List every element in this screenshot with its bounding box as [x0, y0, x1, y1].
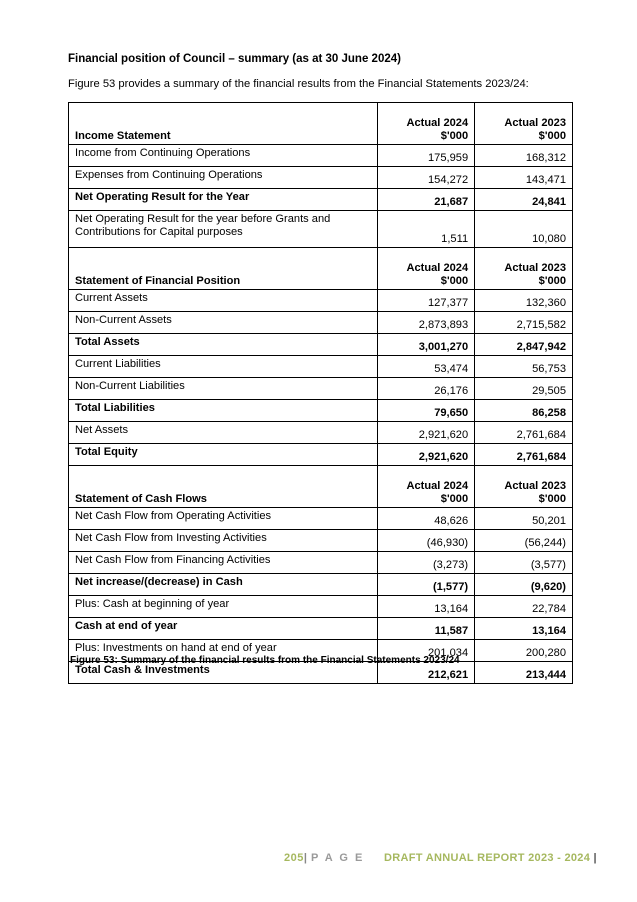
figure-caption: Figure 53: Summary of the financial results from the Financial Statements 2023/24: [70, 655, 460, 666]
value-2023: 10,080: [475, 211, 573, 248]
section-header-row: [69, 248, 573, 290]
value-2023: 29,505: [475, 378, 573, 400]
section-title: Statement of Financial Position: [69, 248, 378, 290]
table-row: [69, 508, 573, 530]
value-2023: 22,784: [475, 596, 573, 618]
section-heading: Financial position of Council – summary (as at 30 June 2024): [68, 53, 401, 65]
value-2024: 11,587: [378, 618, 475, 640]
row-label: Total Cash & Investments: [69, 662, 378, 684]
column-header-2024: [378, 466, 475, 508]
table-row: [69, 530, 573, 552]
row-label: Current Assets: [69, 290, 378, 312]
value-2023: 56,753: [475, 356, 573, 378]
value-2023: 132,360: [475, 290, 573, 312]
value-2023: 2,847,942: [475, 334, 573, 356]
column-header-unit: $'000: [440, 493, 469, 505]
column-header-unit: $'000: [538, 275, 566, 287]
page-separator: |: [303, 852, 308, 864]
value-2024: 79,650: [378, 400, 475, 422]
column-header-unit: $'000: [440, 275, 469, 287]
page-indicator: [284, 852, 364, 864]
page-word: P A G E: [311, 852, 365, 864]
table-row: [69, 574, 573, 596]
table-row: [69, 444, 573, 466]
value-2023: 50,201: [475, 508, 573, 530]
value-2024: 53,474: [378, 356, 475, 378]
table-row: [69, 422, 573, 444]
column-header-year: Actual 2023: [504, 117, 566, 129]
column-header-unit: $'000: [538, 130, 566, 142]
table-row: [69, 167, 573, 189]
value-2023: 213,444: [475, 662, 573, 684]
row-label: Net Cash Flow from Operating Activities: [69, 508, 378, 530]
value-2023: (3,577): [475, 552, 573, 574]
column-header-year: Actual 2023: [504, 262, 566, 274]
value-2024: 127,377: [378, 290, 475, 312]
column-header-2023: [475, 103, 573, 145]
column-header-2023: [475, 248, 573, 290]
row-label: Non-Current Liabilities: [69, 378, 378, 400]
table-row: [69, 334, 573, 356]
value-2024: 2,921,620: [378, 422, 475, 444]
value-2024: (3,273): [378, 552, 475, 574]
value-2023: (56,244): [475, 530, 573, 552]
value-2024: 1,511: [378, 211, 475, 248]
table-row: [69, 189, 573, 211]
value-2024: 3,001,270: [378, 334, 475, 356]
column-header-unit: $'000: [440, 130, 469, 142]
table-row: [69, 145, 573, 167]
value-2023: 143,471: [475, 167, 573, 189]
value-2023: 2,761,684: [475, 422, 573, 444]
value-2024: 2,873,893: [378, 312, 475, 334]
intro-paragraph: Figure 53 provides a summary of the financial results from the Financial Statements 2023/24:: [68, 78, 529, 90]
report-title-text: DRAFT ANNUAL REPORT 2023 - 2024: [384, 852, 591, 864]
row-label: Current Liabilities: [69, 356, 378, 378]
value-2023: 2,761,684: [475, 444, 573, 466]
column-header-unit: $'000: [538, 493, 566, 505]
table-row: [69, 211, 573, 248]
value-2024: 2,921,620: [378, 444, 475, 466]
row-label: Plus: Investments on hand at end of year: [69, 640, 378, 662]
value-2023: (9,620): [475, 574, 573, 596]
row-label: Net Cash Flow from Financing Activities: [69, 552, 378, 574]
value-2024: 201,034: [378, 640, 475, 662]
financial-summary-table: [68, 102, 573, 684]
value-2023: 200,280: [475, 640, 573, 662]
row-label: Net increase/(decrease) in Cash: [69, 574, 378, 596]
row-label: Total Assets: [69, 334, 378, 356]
row-label: Cash at end of year: [69, 618, 378, 640]
value-2024: 26,176: [378, 378, 475, 400]
value-2024: (1,577): [378, 574, 475, 596]
table-row: [69, 596, 573, 618]
column-header-2024: [378, 103, 475, 145]
table-row: [69, 378, 573, 400]
row-label: Total Equity: [69, 444, 378, 466]
row-label: Total Liabilities: [69, 400, 378, 422]
table-row: [69, 290, 573, 312]
table-row: [69, 356, 573, 378]
value-2024: 175,959: [378, 145, 475, 167]
table-row: [69, 312, 573, 334]
section-header-row: [69, 103, 573, 145]
row-label: Net Operating Result for the Year: [69, 189, 378, 211]
column-header-year: Actual 2024: [406, 480, 469, 492]
section-title: Statement of Cash Flows: [69, 466, 378, 508]
value-2023: 86,258: [475, 400, 573, 422]
report-title: [384, 852, 597, 864]
value-2024: 48,626: [378, 508, 475, 530]
column-header-2023: [475, 466, 573, 508]
value-2024: 212,621: [378, 662, 475, 684]
row-label: Net Cash Flow from Investing Activities: [69, 530, 378, 552]
row-label: Plus: Cash at beginning of year: [69, 596, 378, 618]
value-2023: 2,715,582: [475, 312, 573, 334]
row-label: Net Operating Result for the year before Grants and Contributions for Capital purposes: [69, 211, 378, 248]
value-2023: 13,164: [475, 618, 573, 640]
column-header-year: Actual 2024: [406, 117, 469, 129]
value-2023: 24,841: [475, 189, 573, 211]
table-row: [69, 552, 573, 574]
table-row: [69, 618, 573, 640]
value-2024: 13,164: [378, 596, 475, 618]
row-label: Expenses from Continuing Operations: [69, 167, 378, 189]
report-bar: |: [593, 852, 597, 864]
column-header-year: Actual 2023: [504, 480, 566, 492]
page-number: 205: [284, 852, 304, 864]
section-header-row: [69, 466, 573, 508]
table-row: [69, 400, 573, 422]
row-label: Non-Current Assets: [69, 312, 378, 334]
value-2024: 21,687: [378, 189, 475, 211]
row-label: Net Assets: [69, 422, 378, 444]
row-label: Income from Continuing Operations: [69, 145, 378, 167]
column-header-year: Actual 2024: [406, 262, 469, 274]
column-header-2024: [378, 248, 475, 290]
value-2024: 154,272: [378, 167, 475, 189]
value-2024: (46,930): [378, 530, 475, 552]
value-2023: 168,312: [475, 145, 573, 167]
section-title: Income Statement: [69, 103, 378, 145]
